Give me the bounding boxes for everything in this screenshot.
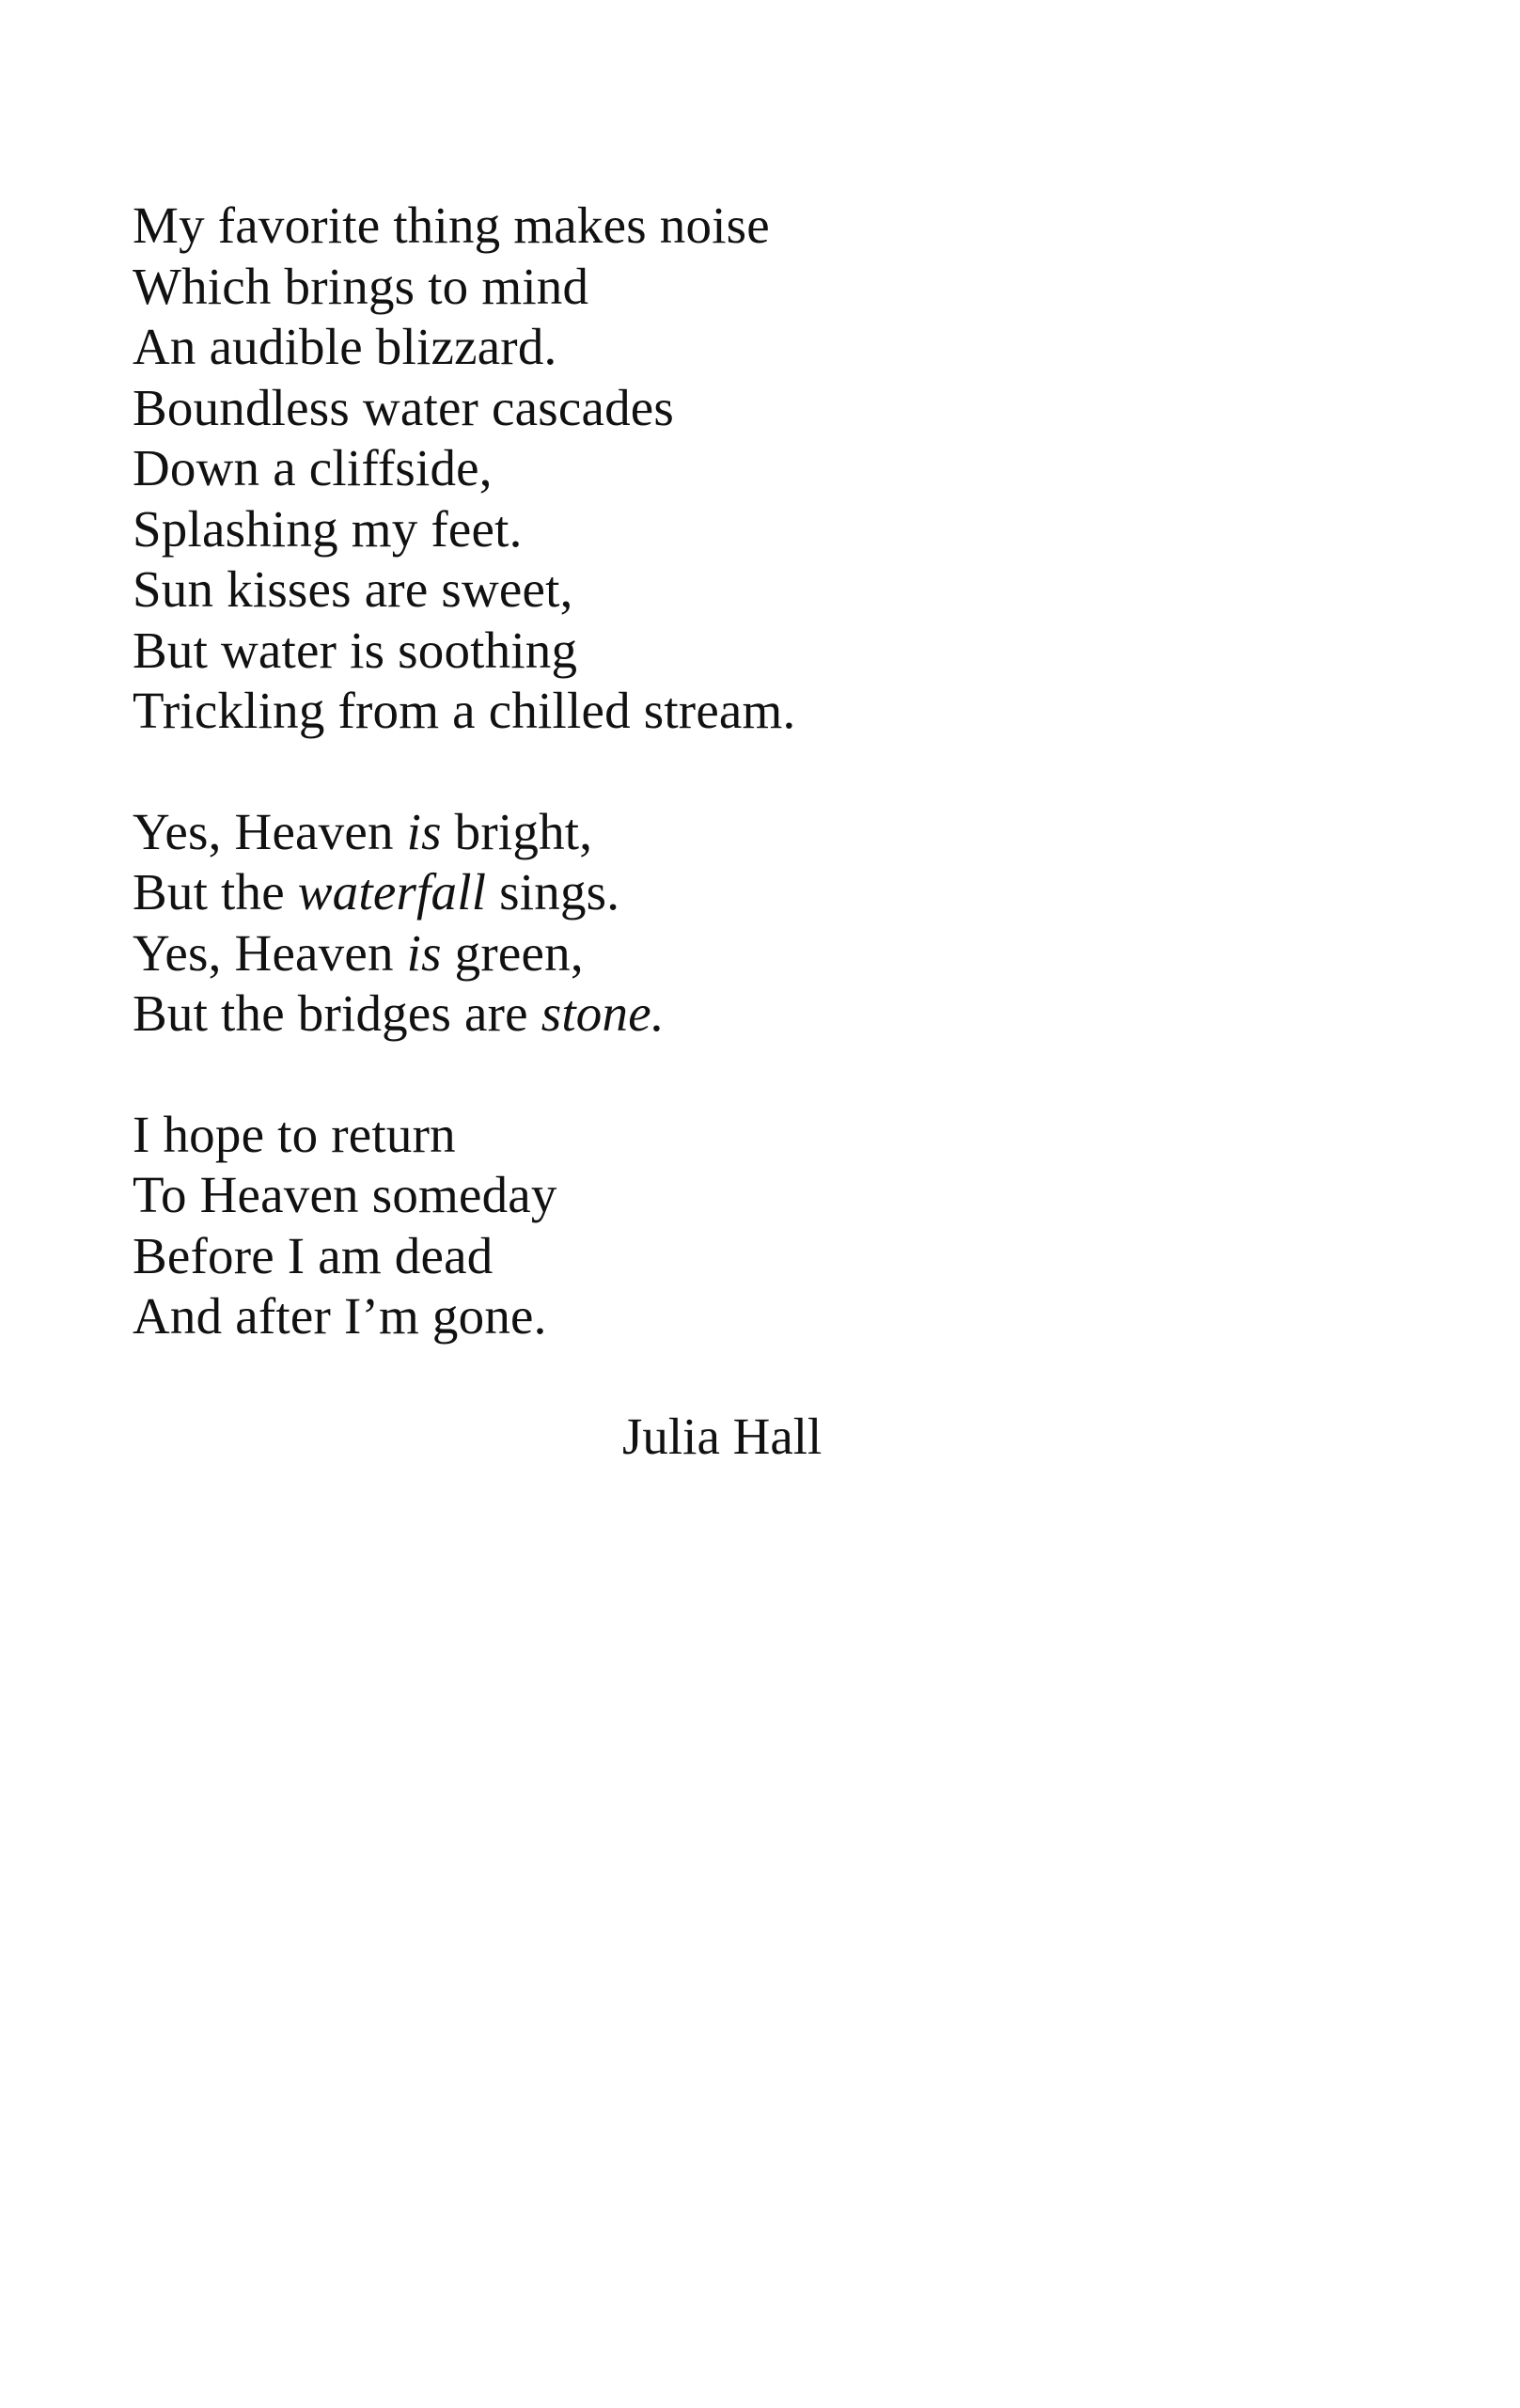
italic-emphasis: is (406, 923, 442, 982)
poem-body (133, 196, 795, 1408)
poem-line: My favorite thing makes noise (133, 197, 770, 254)
italic-emphasis: stone. (541, 984, 665, 1042)
line-text: bright, (441, 802, 593, 860)
line-text: Yes, Heaven (133, 802, 407, 860)
line-text: sings. (486, 863, 620, 921)
poem-line (133, 862, 795, 923)
author-signature: Julia Hall (622, 1408, 823, 1465)
poem-line (133, 923, 795, 984)
poem-line: Sun kisses are sweet, (133, 560, 573, 618)
poem-line: Splashing my feet. (133, 499, 523, 558)
line-text: Yes, Heaven (133, 923, 407, 982)
poem-line (133, 802, 795, 863)
stanza-2 (133, 802, 795, 1045)
italic-emphasis: waterfall (297, 863, 487, 921)
poem-line: And after I’m gone. (133, 1287, 547, 1345)
poem-line: Before I am dead (133, 1226, 494, 1284)
line-text: But the bridges are (133, 984, 541, 1042)
poem-line: To Heaven someday (133, 1166, 557, 1223)
poem-line: I hope to return (133, 1105, 456, 1163)
poem-line: Trickling from a chilled stream. (133, 682, 796, 739)
poem-line (133, 984, 795, 1045)
line-text: But the (133, 863, 298, 921)
line-text: green, (441, 923, 584, 982)
poem-line: Down a cliffside, (133, 439, 493, 496)
poem-line: Which brings to mind (133, 257, 589, 315)
stanza-3 (133, 1105, 795, 1347)
stanza-1 (133, 196, 795, 742)
poem-line: An audible blizzard. (133, 318, 557, 375)
poem-line: But water is soothing (133, 621, 578, 679)
italic-emphasis: is (406, 802, 442, 860)
poem-line: Boundless water cascades (133, 378, 674, 436)
